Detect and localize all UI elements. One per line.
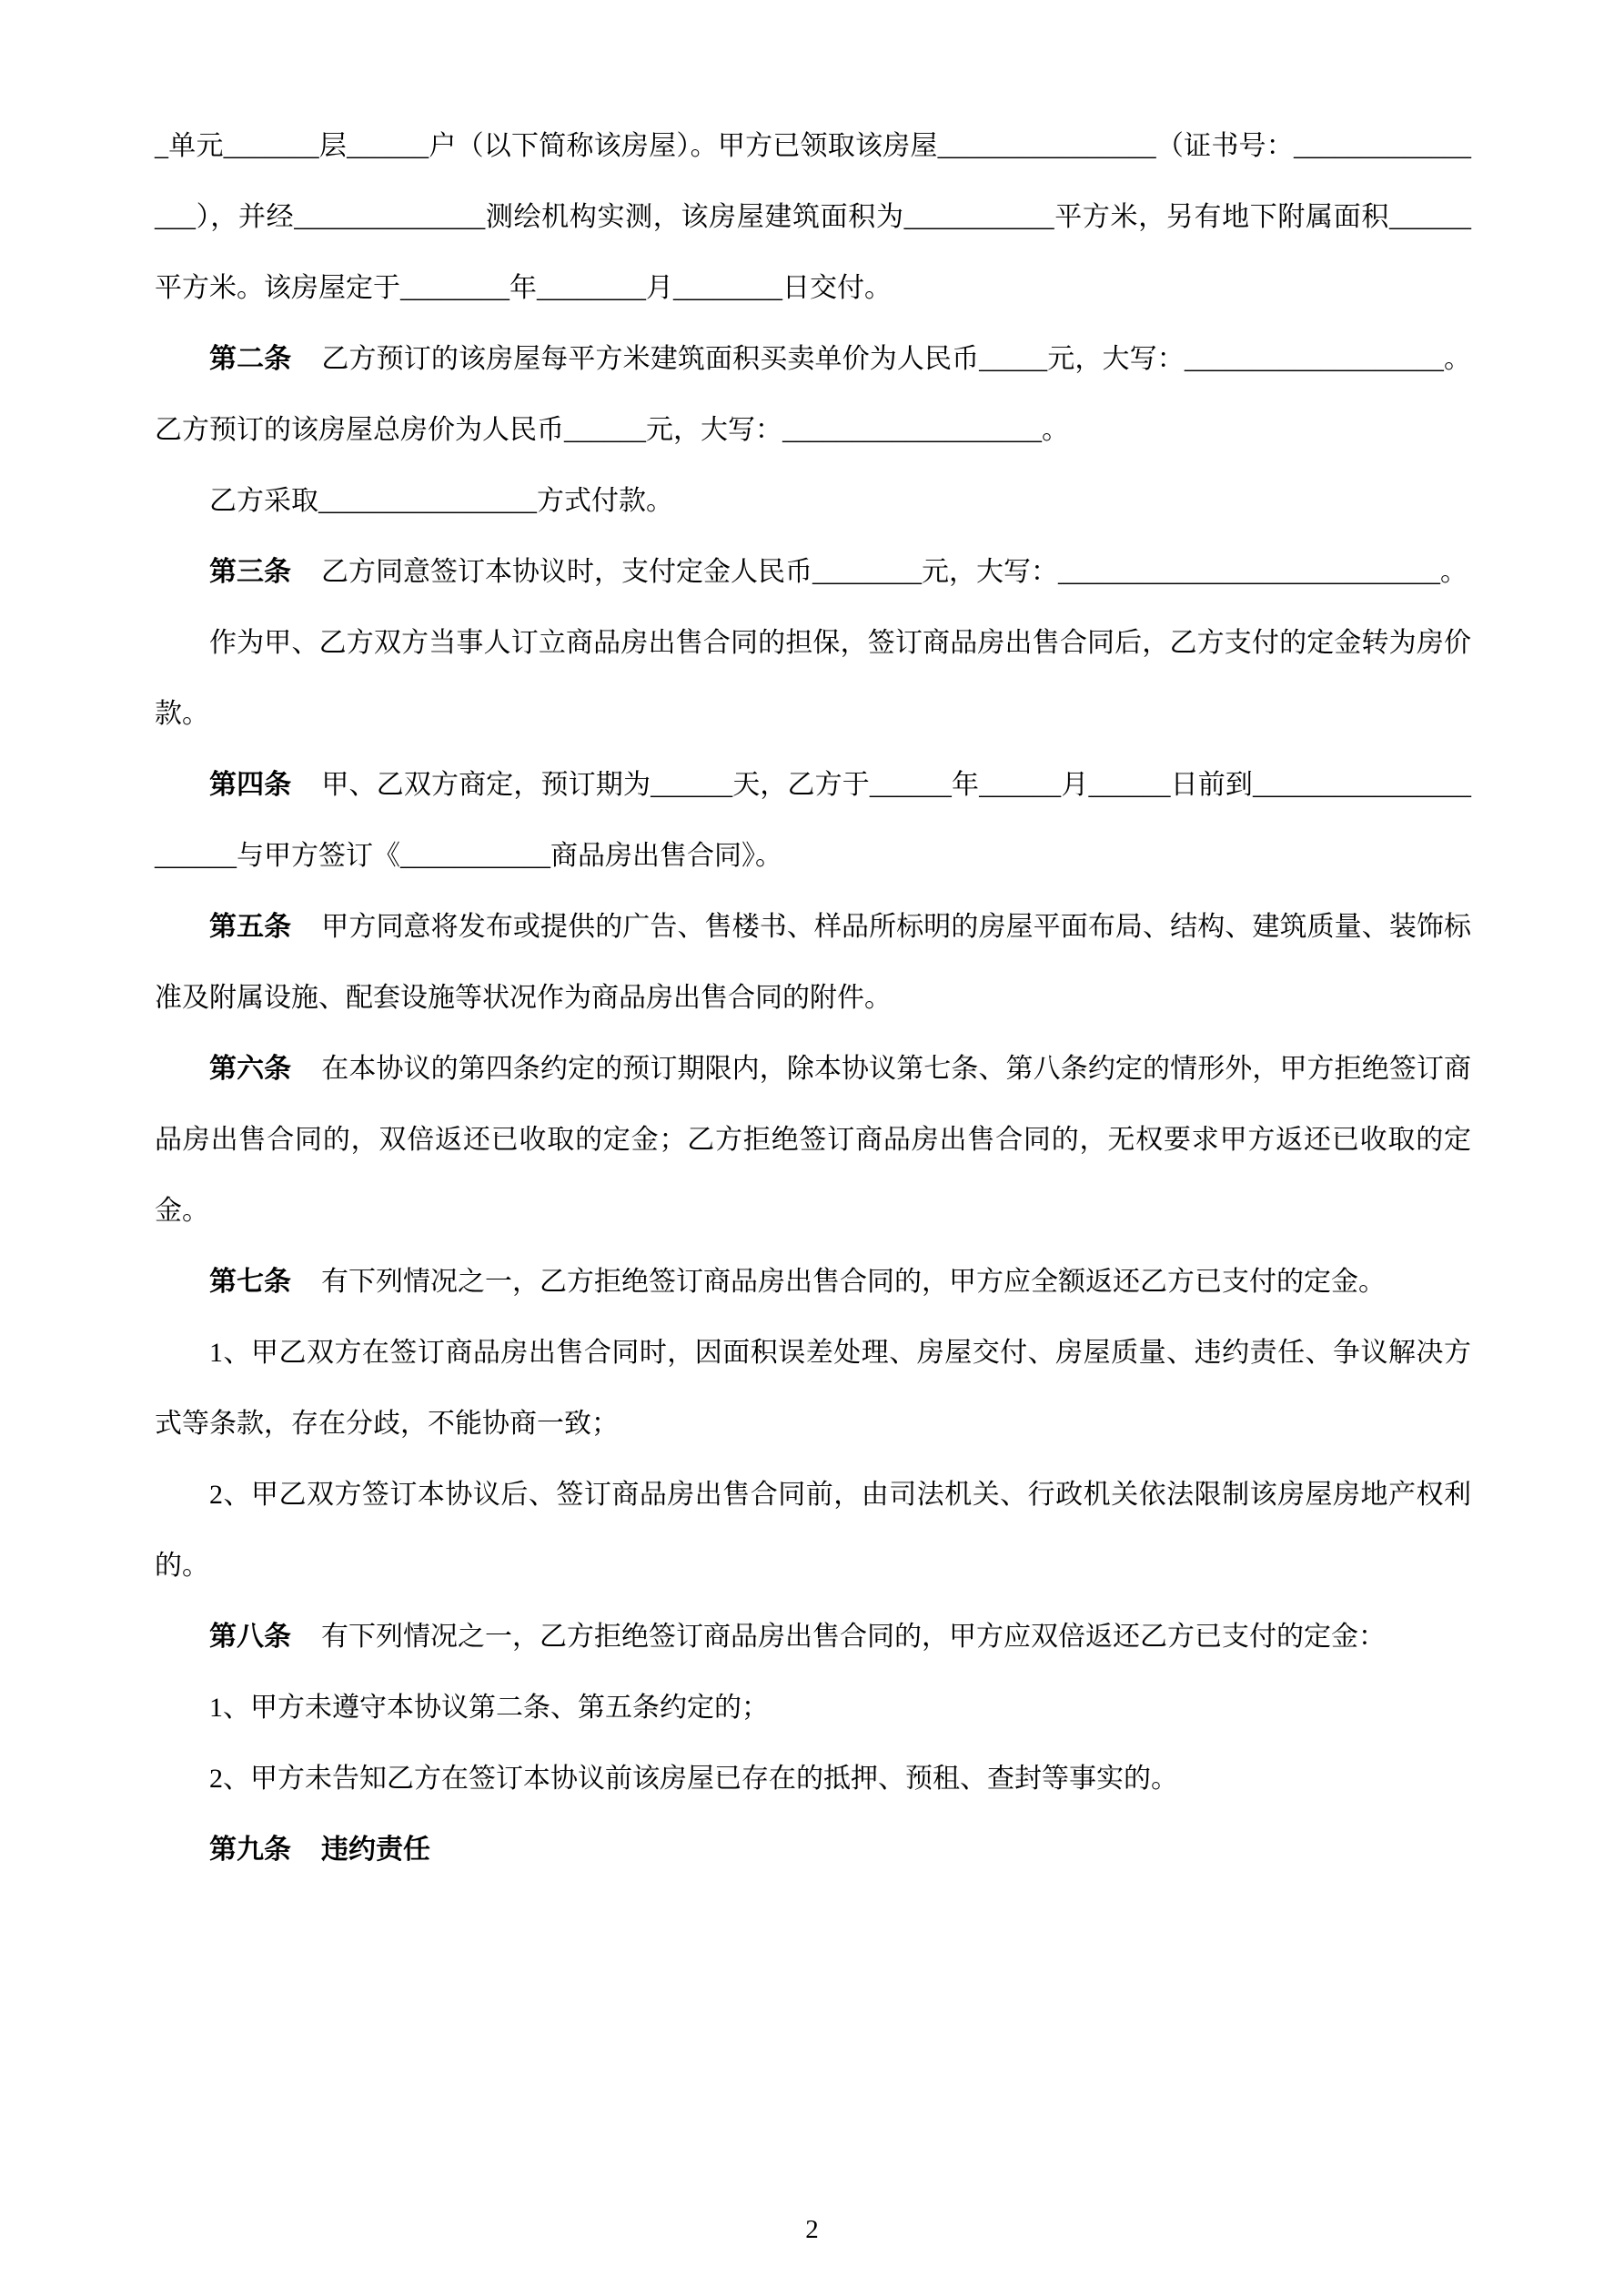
paragraph-text: 违约责任	[321, 1835, 430, 1865]
paragraph	[155, 1673, 1471, 1744]
paragraph	[155, 111, 1471, 324]
paragraph-text: 甲方同意将发布或提供的广告、售楼书、样品所标明的房屋平面布局、结构、建筑质量、装饰标准及附属设施、配套设施等状况作为商品房出售合同的附件。	[155, 912, 1472, 1013]
paragraph-text: _单元_______层______户（以下简称该房屋）。甲方已领取该房屋________________（证书号：________________），并经______________测绘机构实测，该房屋建筑面积为___________平方米，另有地下附属面积______平方米。该房屋定于________年________月________日交付。	[155, 131, 1471, 303]
paragraph	[155, 1247, 1471, 1318]
paragraph-text: 乙方采取________________方式付款。	[209, 486, 673, 516]
paragraph-text: 有下列情况之一，乙方拒绝签订商品房出售合同的，甲方应双倍返还乙方已支付的定金：	[321, 1622, 1386, 1652]
paragraph	[155, 1318, 1471, 1460]
paragraph-text: 2、甲方未告知乙方在签订本协议前该房屋已存在的抵押、预租、查封等事实的。	[209, 1764, 1178, 1794]
paragraph-text: 作为甲、乙方双方当事人订立商品房出售合同的担保，签订商品房出售合同后，乙方支付的定金转为房价款。	[155, 628, 1471, 729]
paragraph-text: 乙方预订的该房屋每平方米建筑面积买卖单价为人民币_____元，大写：___________________。乙方预订的该房屋总房价为人民币______元，大写：___________________。	[155, 344, 1472, 445]
section-heading: 第四条	[209, 770, 292, 800]
paragraph-text: 1、甲方未遵守本协议第二条、第五条约定的；	[209, 1693, 769, 1723]
paragraph	[155, 1744, 1471, 1815]
paragraph	[155, 466, 1471, 537]
section-heading: 第七条	[209, 1267, 291, 1297]
paragraph	[155, 1815, 1471, 1886]
paragraph	[155, 1460, 1471, 1602]
page-number: 2	[805, 2215, 819, 2244]
paragraph	[155, 537, 1471, 608]
paragraph	[155, 324, 1471, 466]
paragraph	[155, 1602, 1471, 1673]
paragraph	[155, 750, 1471, 892]
section-heading: 第二条	[209, 344, 292, 374]
paragraph	[155, 608, 1471, 750]
paragraph-text: 有下列情况之一，乙方拒绝签订商品房出售合同的，甲方应全额返还乙方已支付的定金。	[321, 1267, 1386, 1297]
paragraph	[155, 1034, 1471, 1247]
paragraph-text: 在本协议的第四条约定的预订期限内，除本协议第七条、第八条约定的情形外，甲方拒绝签订商品房出售合同的，双倍返还已收取的定金；乙方拒绝签订商品房出售合同的，无权要求甲方返还已收取的定金。	[155, 1054, 1472, 1226]
section-heading: 第六条	[209, 1054, 292, 1084]
paragraph-text: 2、甲乙双方签订本协议后、签订商品房出售合同前，由司法机关、行政机关依法限制该房屋房地产权利的。	[155, 1480, 1471, 1581]
paragraph-text: 甲、乙双方商定，预订期为______天，乙方于______年______月______日前到______________________与甲方签订《___________商品房出售合同》。	[155, 770, 1472, 871]
section-heading: 第九条	[209, 1835, 291, 1865]
section-heading: 第八条	[209, 1622, 291, 1652]
paragraph	[155, 892, 1471, 1034]
section-heading: 第五条	[209, 912, 292, 942]
paragraph-text: 1、甲乙双方在签订商品房出售合同时，因面积误差处理、房屋交付、房屋质量、违约责任、争议解决方式等条款，存在分歧，不能协商一致；	[155, 1338, 1471, 1439]
section-heading: 第三条	[209, 557, 291, 587]
paragraph-text: 乙方同意签订本协议时，支付定金人民币________元，大写：____________________________。	[321, 557, 1468, 587]
